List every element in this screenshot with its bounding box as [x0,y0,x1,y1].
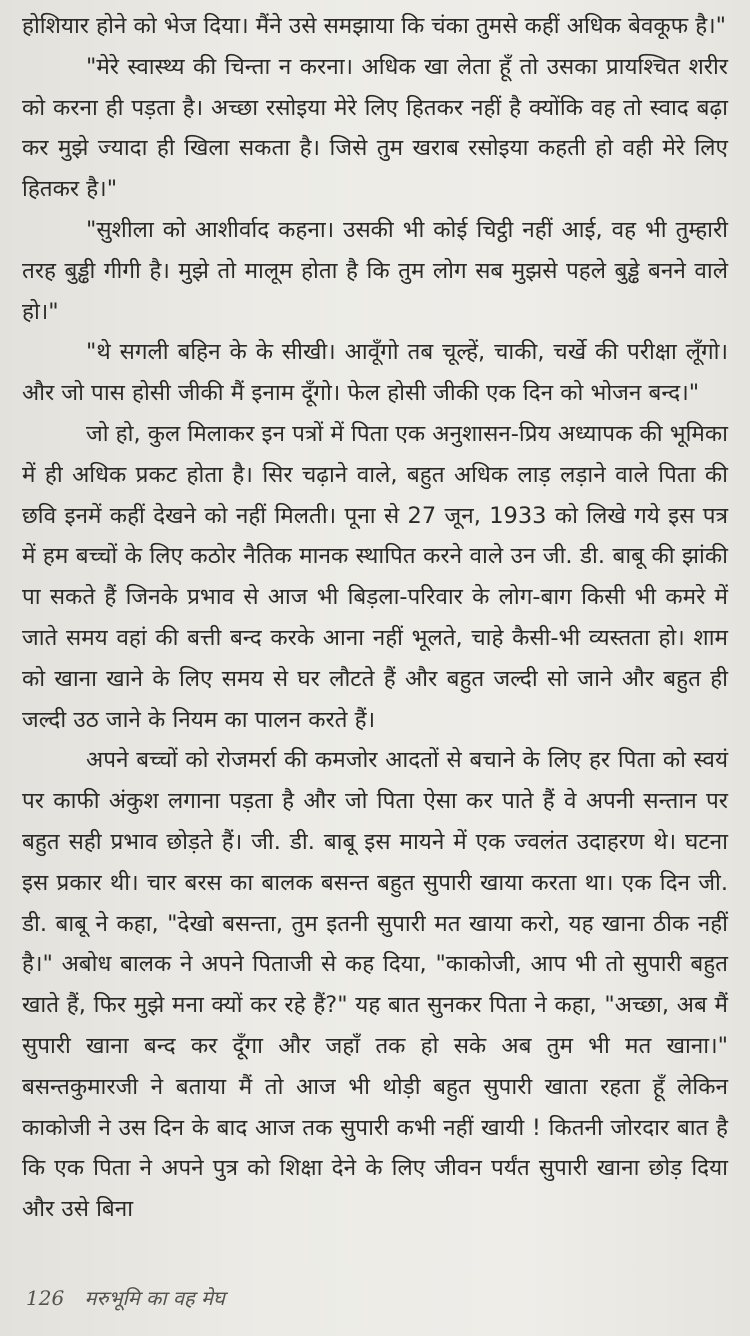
body-text [22,6,728,1230]
page-footer [26,1284,225,1311]
paragraph-sushila-letter: "सुशीला को आशीर्वाद कहना। उसकी भी कोई चिट्ठी नहीं आई, वह भी तुम्हारी तरह बुड्ढी गीगी है। मुझे तो मालूम होता है कि तुम लोग सब मुझसे पहले बुड्ढे बनने वाले हो।" [22,216,728,325]
paragraph-health-letter: "मेरे स्वास्थ्य की चिन्ता न करना। अधिक खा लेता हूँ तो उसका प्रायश्चित शरीर को करना ही पड़ता है। अच्छा रसोइया मेरे लिए हितकर नहीं है क्योंकि वह तो स्वाद बढ़ा कर मुझे ज्यादा ही खिला सकता है। जिसे तुम खराब रसोइया कहती हो वही मेरे लिए हितकर है।" [22,53,728,203]
paragraph-continuation: होशियार होने को भेज दिया। मैंने उसे समझाया कि चंका तुमसे कहीं अधिक बेवकूफ है।" [22,13,727,39]
running-title: मरुभूमि का वह मेघ [84,1286,225,1310]
page-number: 126 [26,1286,65,1310]
paragraph-rajasthani-letter: "थे सगली बहिन के के सीखी। आवूँगो तब चूल्हें, चाकी, चर्खे की परीक्षा लूँगो। और जो पास होसी जीकी मैं इनाम दूँगो। फेल होसी जीकी एक दिन को भोजन बन्द।" [22,339,728,407]
paragraph-discipline: जो हो, कुल मिलाकर इन पत्रों में पिता एक अनुशासन-प्रिय अध्यापक की भूमिका में ही अधिक प्रकट होता है। सिर चढ़ाने वाले, बहुत अधिक लाड़ लड़ाने वाले पिता की छवि इनमें कहीं देखने को नहीं मिलती। पूना से 27 जून, 1933 को लिखे गये इस पत्र में हम बच्चों के लिए कठोर नैतिक मानक स्थापित करने वाले उन जी. डी. बाबू की झांकी पा सकते हैं जिनके प्रभाव से आज भी बिड़ला-परिवार के लोग-बाग किसी भी कमरे में जाते समय वहां की बत्ती बन्द करके आना नहीं भूलते, चाहे कैसी-भी व्यस्तता हो। शाम को खाना खाने के लिए समय से घर लौटते हैं और बहुत जल्दी सो जाने और बहुत ही जल्दी उठ जाने के नियम का पालन करते हैं। [22,420,728,733]
paragraph-supari-story: अपने बच्चों को रोजमर्रा की कमजोर आदतों से बचाने के लिए हर पिता को स्वयं पर काफी अंकुश लगाना पड़ता है और जो पिता ऐसा कर पाते हैं वे अपनी सन्तान पर बहुत सही प्रभाव छोड़ते हैं। जी. डी. बाबू इस मायने में एक ज्वलंत उदाहरण थे। घटना इस प्रकार थी। चार बरस का बालक बसन्त बहुत सुपारी खाया करता था। एक दिन जी. डी. बाबू ने कहा, "देखो बसन्ता, तुम इतनी सुपारी मत खाया करो, यह खाना ठीक नहीं है।" अबोध बालक ने अपने पिताजी से कह दिया, "काकोजी, आप भी तो सुपारी बहुत खाते हैं, फिर मुझे मना क्यों कर रहे हैं?" यह बात सुनकर पिता ने कहा, "अच्छा, अब मैं सुपारी खाना बन्द कर दूँगा और जहाँ तक हो सके अब तुम भी मत खाना।" बसन्तकुमारजी ने बताया मैं तो आज भी थोड़ी बहुत सुपारी खाता रहता हूँ लेकिन काकोजी ने उस दिन के बाद आज तक सुपारी कभी नहीं खायी ! कितनी जोरदार बात है कि एक पिता ने अपने पुत्र को शिक्षा देने के लिए जीवन पर्यंत सुपारी खाना छोड़ दिया और उसे बिना [22,747,728,1223]
